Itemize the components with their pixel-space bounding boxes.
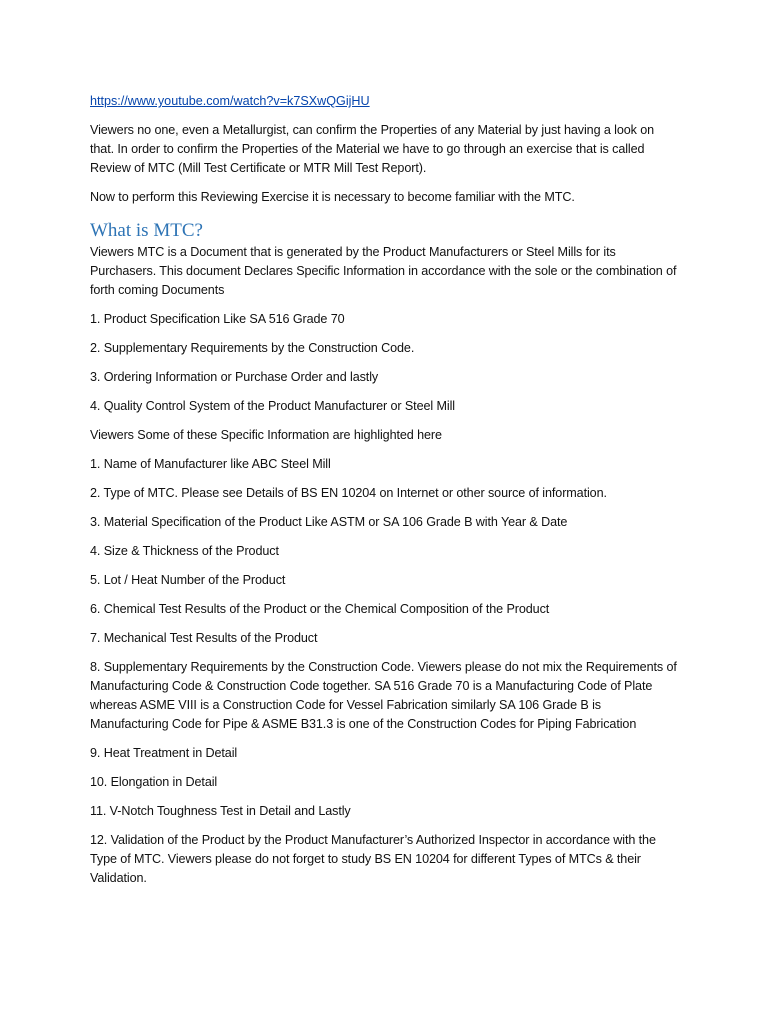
highlight-intro: Viewers Some of these Specific Information are highlighted here [90,428,442,442]
definition-paragraph: Viewers MTC is a Document that is generated by the Product Manufacturers or Steel Mills for its Purchasers. This document Declares Specific Information in accordance with the sole or the combination of forth coming Documents [90,245,677,297]
list-item: 12. Validation of the Product by the Product Manufacturer’s Authorized Inspector in accordance with the Type of MTC. Viewers please do not forget to study BS EN 10204 for different Types of MTCs & their Validation. [90,833,656,885]
list-item: 8. Supplementary Requirements by the Construction Code. Viewers please do not mix the Requirements of Manufacturing Code & Construction Code together. SA 516 Grade 70 is a Manufacturing Code of Plate whereas ASME VIII is a Construction Code for Vessel Fabrication similarly SA 106 Grade B is Manufacturing Code for Pipe & ASME B31.3 is one of the Construction Codes for Piping Fabrication [90,660,677,731]
section-heading: What is MTC? [90,220,203,241]
list-item: 10. Elongation in Detail [90,775,218,789]
list-item: 9. Heat Treatment in Detail [90,746,238,760]
list-item: 3. Material Specification of the Product Like ASTM or SA 106 Grade B with Year & Date [90,515,568,529]
list-item: 1. Product Specification Like SA 516 Grade 70 [90,312,345,326]
list-item: 5. Lot / Heat Number of the Product [90,573,286,587]
list-item: 11. V-Notch Toughness Test in Detail and Lastly [90,804,351,818]
info-list [90,455,680,888]
intro-paragraph: Viewers no one, even a Metallurgist, can confirm the Properties of any Material by just having a look on that. In order to confirm the Properties of the Material we have to go through an exercise that is called Review of MTC (Mill Test Certificate or MTR Mill Test Report). [90,123,655,175]
list-item: 4. Size & Thickness of the Product [90,544,279,558]
list-item: 2. Supplementary Requirements by the Construction Code. [90,341,415,355]
document-body [90,92,680,888]
list-item: 7. Mechanical Test Results of the Product [90,631,318,645]
list-item: 6. Chemical Test Results of the Product or the Chemical Composition of the Product [90,602,550,616]
list-item: 3. Ordering Information or Purchase Order and lastly [90,370,379,384]
second-paragraph: Now to perform this Reviewing Exercise it is necessary to become familiar with the MTC. [90,190,575,204]
list-item: 1. Name of Manufacturer like ABC Steel Mill [90,457,331,471]
list-item: 2. Type of MTC. Please see Details of BS EN 10204 on Internet or other source of information. [90,486,607,500]
documents-list [90,310,680,416]
list-item: 4. Quality Control System of the Product Manufacturer or Steel Mill [90,399,455,413]
youtube-link[interactable]: https://www.youtube.com/watch?v=k7SXwQGijHU [90,94,370,108]
